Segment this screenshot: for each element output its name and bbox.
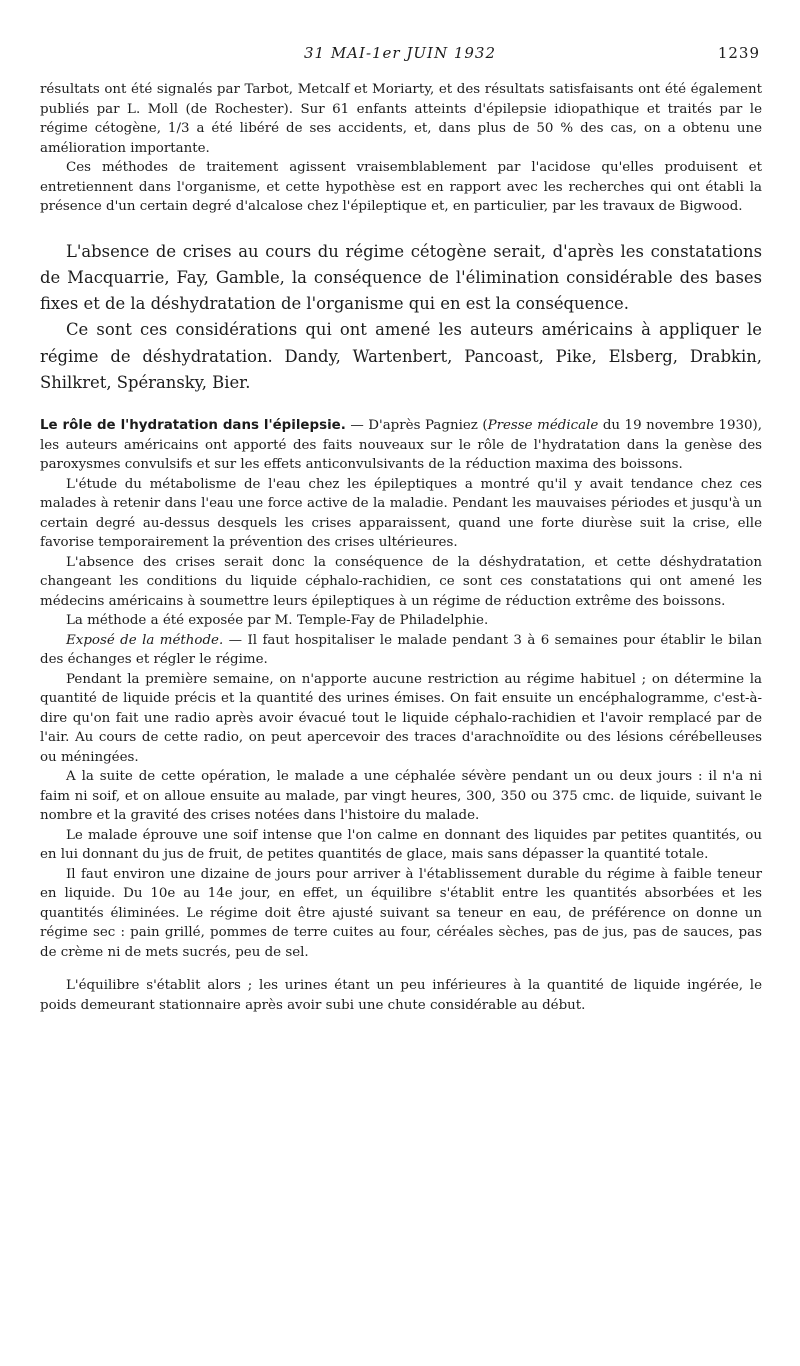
section-heading: Le rôle de l'hydratation dans l'épilepsie. xyxy=(40,418,346,434)
method-label: Exposé de la méthode. xyxy=(66,632,224,648)
paragraph: Le malade éprouve une soif intense que l'on calme en donnant des liquides par petites quantités, ou en lui donnant du jus de fruit, de petites quantités de glace, mais sans dépasser la quantité totale. xyxy=(40,827,762,863)
section-intro xyxy=(40,416,762,475)
paragraph: Pendant la première semaine, on n'apporte aucune restriction au régime habituel ; on détermine la quantité de liquide précis et la quantité des urines émises. On fait ensuite un encéphalogramme, c'est-à-dire qu'on fait une radio après avoir évacué tout le liquide céphalo-rachidien et l'avoir remplacé par de l'air. Au cours de cette radio, on peut apercevoir des traces d'arachnoïdite ou des lésions cérébelleuses ou méningées. xyxy=(40,671,762,765)
small-print-top xyxy=(40,80,762,217)
source-citation: Presse médicale xyxy=(487,418,599,434)
paragraph: L'absence de crises au cours du régime cétogène serait, d'après les constatations de Macquarrie, Fay, Gamble, la conséquence de l'élimination considérable des bases fixes et de la déshydratation de l'organisme qui en est la conséquence. xyxy=(40,241,762,314)
page-number: 1239 xyxy=(717,44,760,62)
paragraph: A la suite de cette opération, le malade a une céphalée sévère pendant un ou deux jours : il n'a ni faim ni soif, et on alloue ensuite au malade, par vingt heures, 300, 350 ou 375 cmc. de liquide, suivant le nombre et la gravité des crises notées dans l'histoire du malade. xyxy=(40,769,762,824)
paragraph: Ce sont ces considérations qui ont amené les auteurs américains à appliquer le régime de déshydratation. Dandy, Wartenbert, Pancoast, Pike, Elsberg, Drabkin, Shilkret, Spéransky, Bier. xyxy=(40,320,762,392)
intro-text: — D'après Pagniez ( xyxy=(345,418,488,434)
page-body xyxy=(40,80,762,1015)
paragraph: L'absence des crises serait donc la conséquence de la déshydratation, et cette déshydratation changeant les conditions du liquide céphalo-rachidien, ce sont ces constatations qui ont amené les médecins américains à soumettre leurs épileptiques à un régime de réduction extrême des boissons. xyxy=(40,554,762,609)
paragraph: L'étude du métabolisme de l'eau chez les épileptiques a montré qu'il y avait tendance chez ces malades à retenir dans l'eau une force active de la maladie. Pendant les mauvaises périodes et jusqu'à un certain degré au-dessus desquels les crises apparaissent, quand une forte diurèse suit la crise, elle favorise temporairement la prévention des crises ultérieures. xyxy=(40,476,762,551)
intro-text-continued: du 19 novembre 1930), les auteurs américains ont apporté des faits nouveaux sur le rôle de l'hydratation dans la genèse des paroxysmes convulsifs et sur les effets anticonvulsivants de la réduction maxima des boissons. xyxy=(40,418,762,473)
paragraph: Il faut environ une dizaine de jours pour arriver à l'établissement durable du régime à faible teneur en liquide. Du 10e au 14e jour, en effet, un équilibre s'établit entre les quantités absorbées et les quantités éliminées. Le régime doit être ajusté suivant sa teneur en eau, de préférence on donne un régime sec : pain grillé, pommes de terre cuites au four, céréales sèches, pas de jus, pas de sauces, pas de crème ni de mets sucrés, peu de sel. xyxy=(40,866,762,960)
paragraph: L'équilibre s'établit alors ; les urines étant un peu inférieures à la quantité de liquide ingérée, le poids demeurant stationnaire après avoir subi une chute considérable au début. xyxy=(40,978,762,1013)
paragraph: résultats ont été signalés par Tarbot, Metcalf et Moriarty, et des résultats satisfaisants ont été également publiés par L. Moll (de Rochester). Sur 61 enfants atteints d'épilepsie idiopathique et traités par le régime cétogène, 1/3 a été libéré de ses accidents, et, dans plus de 50 % des cas, on a obtenu une amélioration importante. xyxy=(40,82,762,156)
method-paragraph xyxy=(40,631,762,670)
paragraph: La méthode a été exposée par M. Temple-Fay de Philadelphie. xyxy=(66,613,489,629)
running-header xyxy=(40,44,760,68)
main-text-section xyxy=(40,239,762,397)
hydration-section xyxy=(40,416,762,1015)
header-date: 31 MAI-1er JUIN 1932 xyxy=(303,44,497,62)
paragraph: Ces méthodes de traitement agissent vraisemblablement par l'acidose qu'elles produisent et entretiennent dans l'organisme, et cette hypothèse est en rapport avec les recherches qui ont établi la présence d'un certain degré d'alcalose chez l'épileptique et, en particulier, par les travaux de Bigwood. xyxy=(40,160,762,214)
method-text: — Il faut hospitaliser le malade pendant 3 à 6 semaines pour établir le bilan des échanges et régler le régime. xyxy=(40,632,762,668)
